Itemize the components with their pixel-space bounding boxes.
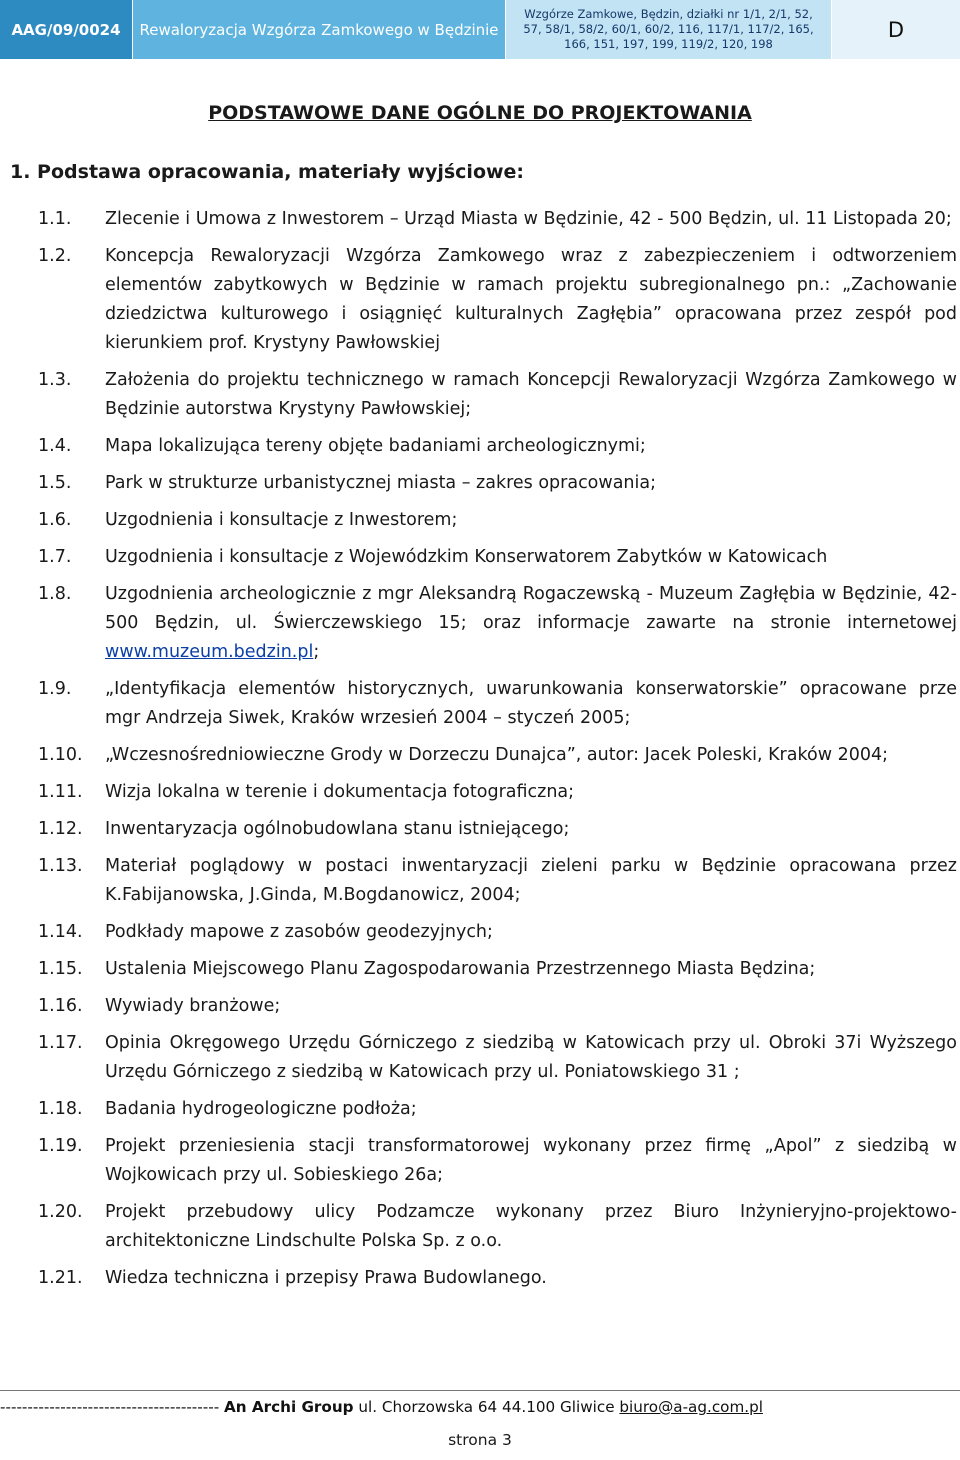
item-number: 1.11. <box>38 782 83 802</box>
list-item <box>38 580 958 667</box>
website-link[interactable]: www.muzeum.bedzin.pl <box>105 642 314 662</box>
footer-firm-name: An Archi Group <box>224 1398 354 1416</box>
item-number: 1.3. <box>38 370 72 390</box>
item-number: 1.15. <box>38 959 83 979</box>
item-number: 1.19. <box>38 1136 83 1156</box>
page-number: strona 3 <box>448 1431 512 1449</box>
item-text <box>105 675 957 733</box>
item-number: 1.18. <box>38 1099 83 1119</box>
item-text-content: Opinia Okręgowego Urzędu Górniczego z siedzibą w Katowicach przy ul. Obroki 37i Wyższego Urzędu Górniczego z siedzibą w Katowicach przy ul. Poniatowskiego 31 ; <box>105 1033 957 1082</box>
list-item <box>38 242 958 358</box>
item-number: 1.8. <box>38 584 72 604</box>
item-text-content: Koncepcja Rewaloryzacji Wzgórza Zamkowego wraz z zabezpieczeniem i odtworzeniem elementów zabytkowych w Będzinie w ramach projektu subregionalnego pn.: „Zachowanie dziedzictwa kulturowego i osiągnięć kulturalnych Zagłębia” opracowana przez zespół pod kierunkiem prof. Krystyny Pawłowskiej <box>105 246 957 353</box>
item-number: 1.6. <box>38 510 72 530</box>
item-text-content: Wiedza techniczna i przepisy Prawa Budowlanego. <box>105 1268 547 1288</box>
item-text <box>105 1198 957 1256</box>
list-item <box>38 432 958 461</box>
section-heading: 1. Podstawa opracowania, materiały wyjściowe: <box>10 161 525 183</box>
item-text <box>105 242 957 358</box>
list-item <box>38 955 958 984</box>
item-number: 1.4. <box>38 436 72 456</box>
item-text <box>105 918 957 947</box>
item-number: 1.21. <box>38 1268 83 1288</box>
item-text-content: Park w strukturze urbanistycznej miasta – zakres opracowania; <box>105 473 657 493</box>
item-text <box>105 815 957 844</box>
item-text-content: Projekt przeniesienia stacji transformatorowej wykonany przez firmę „Apol” z siedzibą w Wojkowicach przy ul. Sobieskiego 26a; <box>105 1136 957 1185</box>
list-item <box>38 469 958 498</box>
item-number: 1.5. <box>38 473 72 493</box>
list-item <box>38 1132 958 1190</box>
item-text <box>105 469 957 498</box>
item-text <box>105 580 957 667</box>
document-code: AAG/09/0024 <box>0 0 133 59</box>
list-item <box>38 366 958 424</box>
list-item <box>38 1029 958 1087</box>
list-item <box>38 918 958 947</box>
item-number: 1.12. <box>38 819 83 839</box>
item-number: 1.14. <box>38 922 83 942</box>
item-text <box>105 366 957 424</box>
item-text <box>105 955 957 984</box>
item-text-content: „Identyfikacja elementów historycznych, uwarunkowania konserwatorskie” opracowane prze mgr Andrzeja Siwek, Kraków wrzesień 2004 – styczeń 2005; <box>105 679 957 728</box>
item-text <box>105 741 957 770</box>
list-item <box>38 778 958 807</box>
item-text-content: Uzgodnienia i konsultacje z Wojewódzkim Konserwatorem Zabytków w Katowicach <box>105 547 828 567</box>
item-text-content: Projekt przebudowy ulicy Podzamcze wykonany przez Biuro Inżynieryjno-projektowo-architektoniczne Lindschulte Polska Sp. z o.o. <box>105 1202 957 1251</box>
item-number: 1.1. <box>38 209 72 229</box>
list-item <box>38 1095 958 1124</box>
item-text <box>105 432 957 461</box>
item-text-content: Podkłady mapowe z zasobów geodezyjnych; <box>105 922 493 942</box>
item-text <box>105 205 957 234</box>
item-number: 1.20. <box>38 1202 83 1222</box>
item-text-content: Mapa lokalizująca tereny objęte badaniami archeologicznymi; <box>105 436 646 456</box>
footer-divider <box>0 1390 960 1391</box>
list-item <box>38 1198 958 1256</box>
item-text <box>105 543 957 572</box>
list-item <box>38 992 958 1021</box>
page-header <box>0 0 960 59</box>
list-item <box>38 205 958 234</box>
list-item <box>38 852 958 910</box>
item-number: 1.13. <box>38 856 83 876</box>
footer-company-line <box>0 1398 960 1416</box>
item-text-content: Ustalenia Miejscowego Planu Zagospodarowania Przestrzennego Miasta Będzina; <box>105 959 816 979</box>
location-info: Wzgórze Zamkowe, Będzin, działki nr 1/1, 2/1, 52, 57, 58/1, 58/2, 60/1, 60/2, 116, 117/1, 117/2, 165, 166, 151, 197, 199, 119/2, 120, 198 <box>506 0 832 59</box>
source-materials-list <box>38 205 958 1301</box>
item-number: 1.10. <box>38 745 83 765</box>
footer-address: ul. Chorzowska 64 44.100 Gliwice <box>353 1398 620 1416</box>
item-text-content: Materiał poglądowy w postaci inwentaryzacji zieleni parku w Będzinie opracowana przez K.Fabijanowska, J.Ginda, M.Bogdanowicz, 2004; <box>105 856 957 905</box>
item-text-content: Inwentaryzacja ogólnobudowlana stanu istniejącego; <box>105 819 570 839</box>
footer-email-link[interactable]: biuro@a-ag.com.pl <box>619 1398 763 1416</box>
project-title: Rewaloryzacja Wzgórza Zamkowego w Będzinie <box>133 0 506 59</box>
item-text <box>105 1029 957 1087</box>
item-text-content: Wizja lokalna w terenie i dokumentacja fotograficzna; <box>105 782 575 802</box>
list-item <box>38 741 958 770</box>
footer-dashes: ---------------------------------------- <box>0 1398 225 1416</box>
list-item <box>38 543 958 572</box>
section-letter: D <box>832 0 960 59</box>
item-number: 1.9. <box>38 679 72 699</box>
item-text <box>105 506 957 535</box>
item-text-content: Uzgodnienia archeologicznie z mgr Aleksandrą Rogaczewską - Muzeum Zagłębia w Będzinie, 42-500 Będzin, ul. Świerczewskiego 15; oraz informacje zawarte na stronie internetowej <box>105 584 957 633</box>
list-item <box>38 815 958 844</box>
item-number: 1.17. <box>38 1033 83 1053</box>
item-text-content: Wywiady branżowe; <box>105 996 281 1016</box>
item-number: 1.7. <box>38 547 72 567</box>
item-text <box>105 852 957 910</box>
item-text <box>105 1132 957 1190</box>
item-text-suffix: ; <box>313 642 320 662</box>
item-number: 1.2. <box>38 246 72 266</box>
item-text <box>105 1095 957 1124</box>
item-number: 1.16. <box>38 996 83 1016</box>
item-text <box>105 992 957 1021</box>
list-item <box>38 1264 958 1293</box>
item-text-content: Uzgodnienia i konsultacje z Inwestorem; <box>105 510 458 530</box>
item-text <box>105 778 957 807</box>
list-item <box>38 506 958 535</box>
document-title: PODSTAWOWE DANE OGÓLNE DO PROJEKTOWANIA <box>208 102 752 124</box>
item-text-content: Założenia do projektu technicznego w ramach Koncepcji Rewaloryzacji Wzgórza Zamkowego w Będzinie autorstwa Krystyny Pawłowskiej; <box>105 370 957 419</box>
item-text-content: Badania hydrogeologiczne podłoża; <box>105 1099 417 1119</box>
item-text-content: „Wczesnośredniowieczne Grody w Dorzeczu Dunajca”, autor: Jacek Poleski, Kraków 2004; <box>105 745 889 765</box>
list-item <box>38 675 958 733</box>
item-text <box>105 1264 957 1293</box>
item-text-content: Zlecenie i Umowa z Inwestorem – Urząd Miasta w Będzinie, 42 - 500 Będzin, ul. 11 Listopada 20; <box>105 209 952 229</box>
